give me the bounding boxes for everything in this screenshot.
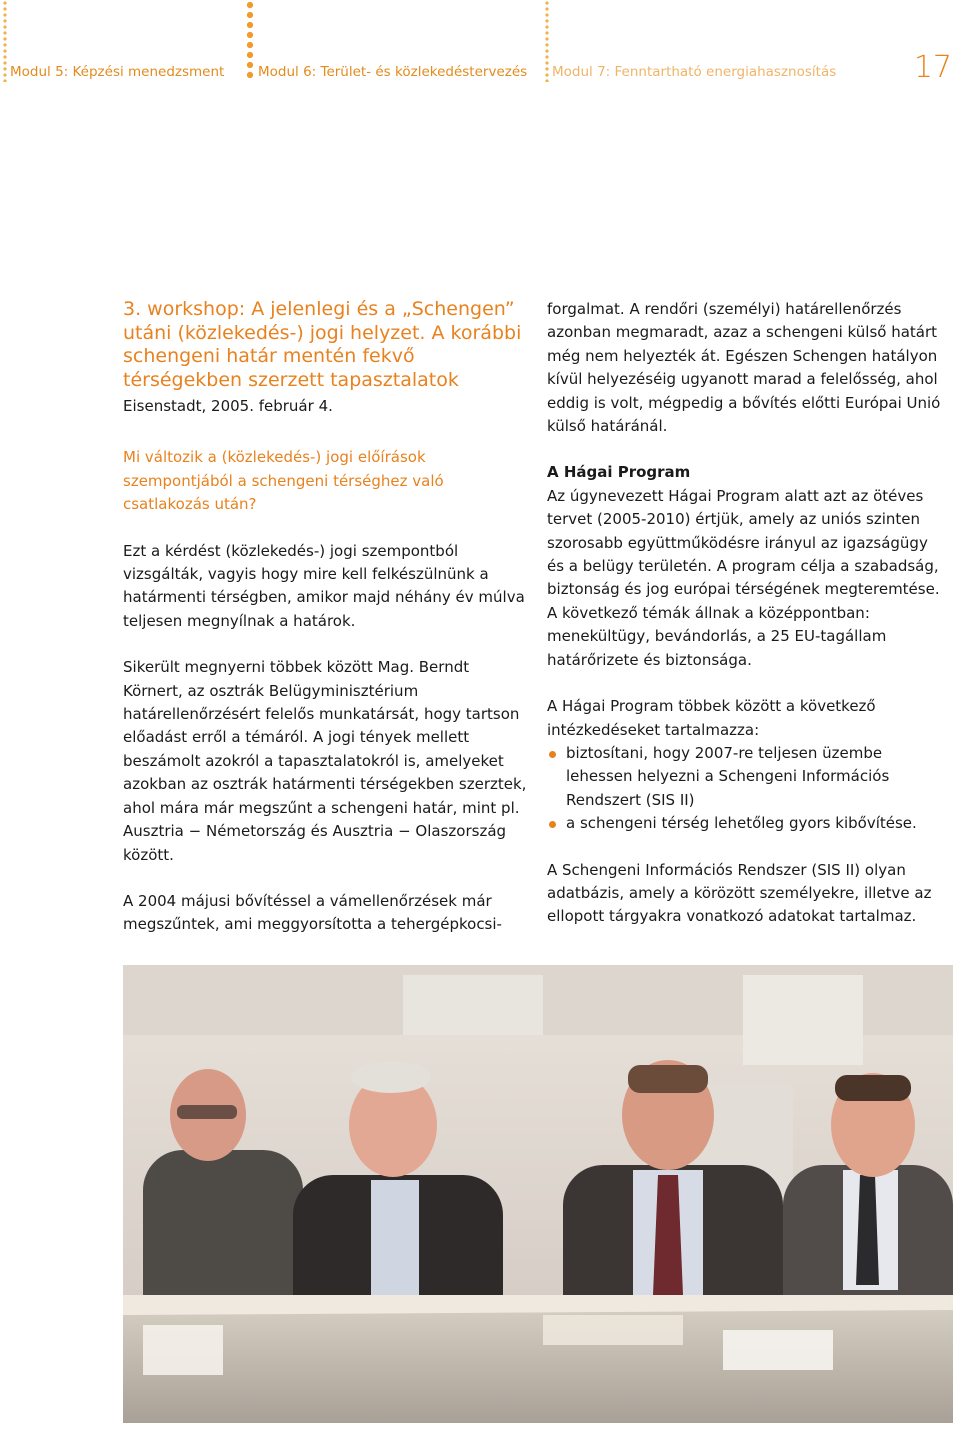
- list-item: [547, 742, 947, 812]
- module-5-label: Modul 5: Képzési menedzsment: [10, 64, 225, 80]
- list-item-text: biztosítani, hogy 2007-re teljesen üzembe lehessen helyezni a Schengeni Információs Rendszert (SIS II): [566, 743, 890, 809]
- event-date-location: Eisenstadt, 2005. február 4.: [123, 397, 333, 415]
- paragraph: Sikerült megnyerni többek között Mag. Berndt Körnert, az osztrák Belügyminisztérium határellenőrzésért felelős munkatársát, hogy tartson előadást erről a témáról. A jogi tények mellett beszámolt azokról a tapasztalatokról is, amelyeket azokban az osztrák határmenti térségekben szerztek, ahol mára már megszűnt a schengeni határ, mint pl. Ausztria − Németország és Ausztria − Olaszország között.: [123, 658, 527, 864]
- paragraph: forgalmat. A rendőri (személyi) határellenőrzés azonban megmaradt, azaz a schengeni külső határt még nem helyezték át. Egészen Schengen hatályon kívül helyezéséig ugyanott marad a felelősség, ahol eddig is volt, mégpedig a bővítés előtti Európai Unió külső határánál.: [547, 300, 941, 436]
- bullet-icon: [549, 821, 556, 828]
- workshop-title: 3. workshop: A jelenlegi és a „Schengen” utáni (közlekedés-) jogi helyzet. A korábbi schengeni határ mentén fekvő térségekben szerzett tapasztalatok: [123, 298, 522, 391]
- paragraph: A Hágai Program többek között a következő intézkedéseket tartalmazza:: [547, 697, 876, 739]
- separator-dots: [545, 0, 549, 82]
- module-6-label: Modul 6: Terület- és közlekedéstervezés: [258, 64, 528, 80]
- list-item: [547, 812, 947, 835]
- left-column: [123, 298, 531, 937]
- paragraph: A 2004 májusi bővítéssel a vámellenőrzések már megszűntek, ami meggyorsította a tehergépkocsi-: [123, 891, 502, 934]
- paragraph: Ezt a kérdést (közlekedés-) jogi szempontból vizsgálták, vagyis hogy mire kell felkészülnünk a határmenti térségben, amikor majd néhány év múlva teljesen megnyílnak a határok.: [123, 541, 525, 630]
- question-lead: Mi változik a (közlekedés-) jogi előírások szempontjából a schengeni térséghez való csatlakozás után?: [123, 448, 444, 514]
- bullet-list: [547, 742, 947, 836]
- bullet-icon: [549, 751, 556, 758]
- page-header: [0, 0, 960, 90]
- separator-dots: [3, 0, 7, 82]
- separator-dots: [246, 0, 254, 82]
- module-7-label: Modul 7: Fenntartható energiahasznosítás: [552, 64, 837, 80]
- section-heading: A Hágai Program: [547, 463, 691, 482]
- list-item-text: a schengeni térség lehetőleg gyors kibővítése.: [566, 814, 917, 833]
- paragraph: Az úgynevezett Hágai Program alatt azt az ötéves tervet (2005-2010) értjük, amely az uniós szinten szorosabb együttműködésre irányul az igazságügy és a belügy területén. A program célja a szabadság, biztonság és jog európai térségének megteremtése. A következő témák állnak a középpontban: menekültügy, bevándorlás, a 25 EU-tagállam határőrizete és biztonsága.: [547, 486, 940, 669]
- right-column: [547, 298, 947, 929]
- paragraph: A Schengeni Információs Rendszer (SIS II) olyan adatbázis, amely a körözött személyekre, illetve az ellopott tárgyakra vonatkozó adatokat tartalmaz.: [547, 860, 932, 926]
- meeting-photo: [123, 965, 953, 1423]
- page-number: 17: [913, 50, 952, 85]
